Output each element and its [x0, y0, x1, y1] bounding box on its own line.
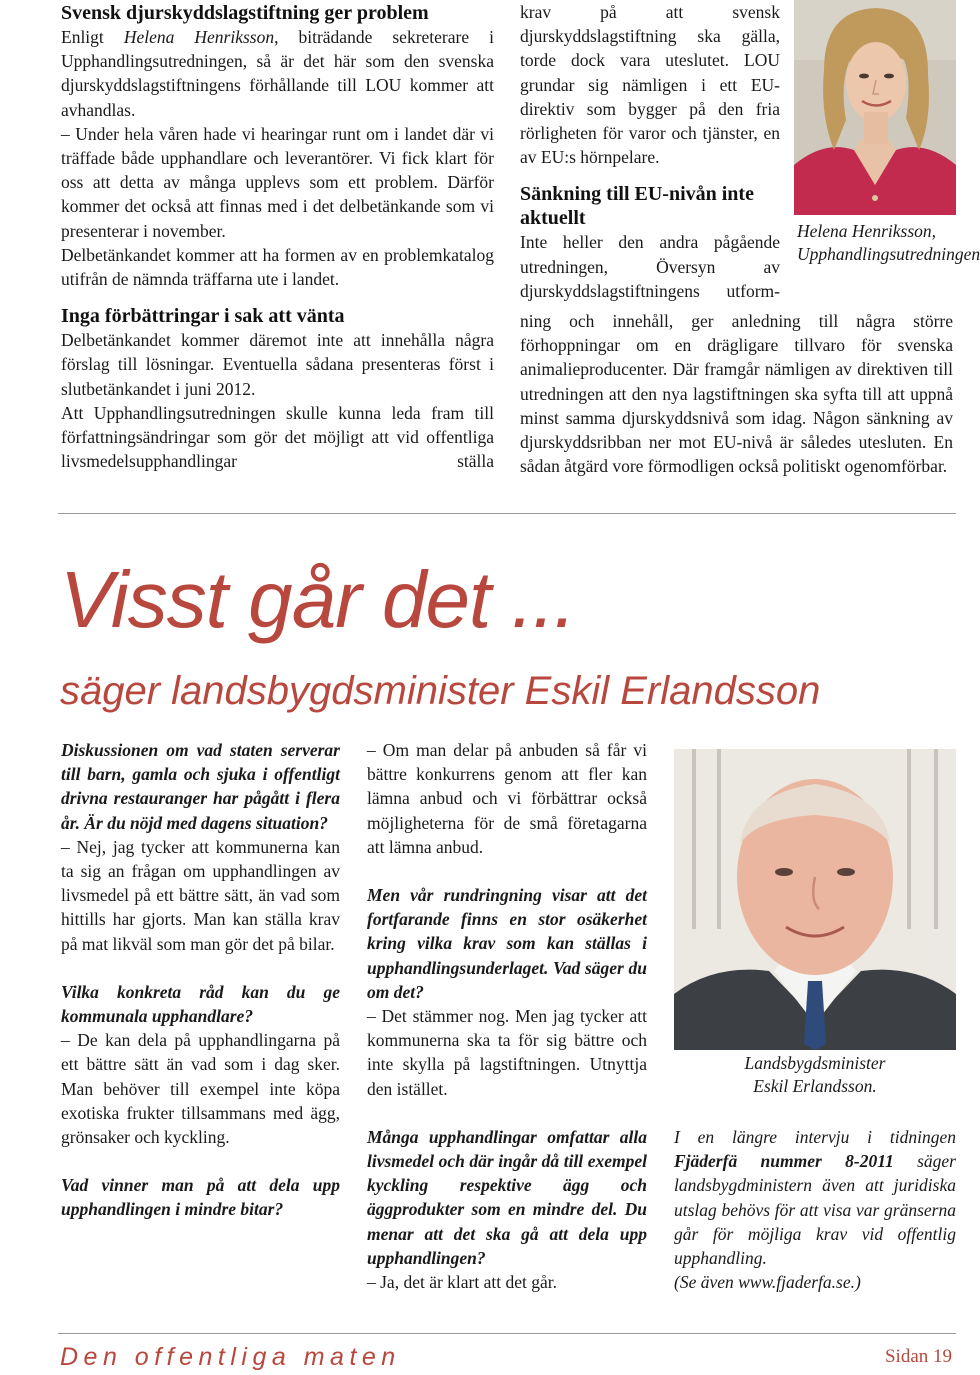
caption-line: Landsbygdsminister [744, 1053, 886, 1073]
interview-question: Många upphandlingar omfattar alla livsmedel och där ingår då till exempel kyckling respektive ägg och äggprodukter som en mindre del. Du menar att det ska gå att dela upp upphandlingen? [367, 1126, 647, 1268]
side-note-text-part: I en längre intervju i tidningen [674, 1127, 956, 1147]
portrait-illustration [794, 0, 956, 215]
publication-title: Den offentliga maten [60, 1343, 401, 1371]
paragraph-text: , biträdande sekreterare i Upphandlingsutredningen, så är det här som den svenska djurskyddslagstiftningens förhållande till LOU kommer att avhandlas. [61, 27, 494, 120]
interview-column-2 [367, 738, 647, 1294]
interview-question: Vad vinner man på att dela upp upphandlingen i mindre bitar? [61, 1175, 340, 1220]
article-subheadline: säger landsbygdsminister Eskil Erlandsson [60, 669, 821, 713]
interview-answer: – Det stämmer nog. Men jag tycker att kommunerna ska ta för sig bättre och inte skylla på lagstiftningen. Utnyttja den istället. [367, 1006, 647, 1099]
article-headline: Visst går det ... [60, 555, 576, 644]
see-also-link[interactable]: (Se även www.fjaderfa.se.) [674, 1272, 861, 1293]
article-column-1 [61, 1, 494, 473]
portrait-illustration [674, 749, 956, 1050]
paragraph: Inte heller den andra pågående utredningen, Översyn av djurskyddslagstiftningens utform- [520, 232, 780, 301]
paragraph: ning och innehåll, ger anledning till några större förhoppningar om en drägligare tillvaro för svenska animalieproducenter. Där framgår nämligen av direktiven till utredningen att den nya lagstiftningen ska syfta till att uppnå minst samma djurskyddsnivå som idag. Någon sänkning av djurskyddsribban ner mot EU-nivå är således utesluten. En sådan åtgärd vore förmodligen också politiskt ogenomförbar. [520, 311, 953, 477]
interview-answer: – Nej, jag tycker att kommunerna kan ta sig an frågan om upphandlingen av livsmedel på ett bättre sätt, än vad som hittills har gjorts. Man kan ställa krav på mat likväl som man gör det på bilar. [61, 836, 340, 954]
portrait-photo-eskil-erlandsson [674, 749, 956, 1050]
interview-answer: – Om man delar på anbuden så får vi bättre konkurrens genom att fler kan lämna anbud och vi förbättrar också möjligheterna för de små företagarna att lämna anbud. [367, 740, 647, 857]
section-heading: Svensk djurskyddslagstiftning ger problem [61, 2, 429, 24]
section-divider [58, 513, 956, 514]
paragraph: Delbetänkandet kommer däremot inte att innehålla några förslag till lösningar. Eventuella sådana presenteras först i slutbetänkandet i juni 2012. [61, 330, 494, 399]
paragraph: krav på att svensk djurskyddslagstiftning ska gälla, torde dock vara uteslutet. LOU grundar sig nämligen i ett EU-direktiv som bygger på den fria rörligheten för varor och tjänster, en av EU:s hörnpelare. [520, 2, 780, 168]
interview-answer: – Ja, det är klart att det går. [367, 1272, 557, 1293]
paragraph [61, 25, 494, 122]
side-note-text-part: säger landsbygdministern även att juridiska utslag behövs för att visa var gränserna går för möjliga krav vid offentlig upphandling. [674, 1151, 956, 1269]
section-heading: Sänkning till EU-nivån inte aktuellt [520, 183, 754, 230]
publication-reference: Fjäderfä nummer 8-2011 [674, 1151, 894, 1172]
section-heading: Inga förbättringar i sak att vänta [61, 305, 345, 328]
caption-line: Eskil Erlandsson. [753, 1076, 877, 1096]
side-note-text [674, 1125, 956, 1270]
portrait-photo-helena-henriksson [794, 0, 956, 215]
paragraph-text: Enligt [61, 27, 124, 47]
interview-column-1 [61, 738, 340, 1222]
interview-question: Diskussionen om vad staten serverar till barn, gamla och sjuka i offentligt drivna restauranger har pågått i flera år. Är du nöjd med dagens situation? [61, 740, 340, 833]
footer-divider [58, 1333, 956, 1334]
interview-answer: – De kan dela på upphandlingarna på ett bättre sätt än vad som i dag sker. Man behöver till exempel inte köpa exotiska frukter tillsammans med ägg, grönsaker och kyckling. [61, 1030, 340, 1148]
paragraph: Att Upphandlingsutredningen skulle kunna leda fram till författningsändringar som gör det möjligt att vid offentliga livsmedelsupphandlingar ställa [61, 402, 494, 472]
article-column-2-continued [520, 309, 953, 478]
photo-caption [674, 1052, 956, 1098]
photo-caption: Helena Henriksson, Upphandlingsutredningen [797, 221, 980, 264]
paragraph: Delbetänkandet kommer att ha formen av en problemkatalog utifrån de nämnda träffarna ute i landet. [61, 244, 494, 290]
paragraph: – Under hela våren hade vi hearingar runt om i landet där vi träffade både upphandlare och leverantörer. Vi fick klart för oss att detta av många upplevs som ett problem. Därför kommer det också att finnas med i det delbetänkande som vi presenterar i november. [61, 123, 494, 241]
side-note [674, 1125, 956, 1294]
person-name: Helena Henriksson [123, 27, 275, 47]
page-number: Sidan 19 [884, 1346, 952, 1367]
interview-question: Vilka konkreta råd kan du ge kommunala upphandlare? [61, 981, 340, 1027]
interview-question: Men vår rundringning visar att det fortfarande finns en stor osäkerhet kring vilka krav som kan ställas i upphandlingsunderlaget. Vad säger du om det? [367, 885, 647, 1002]
article-column-2 [520, 0, 780, 303]
